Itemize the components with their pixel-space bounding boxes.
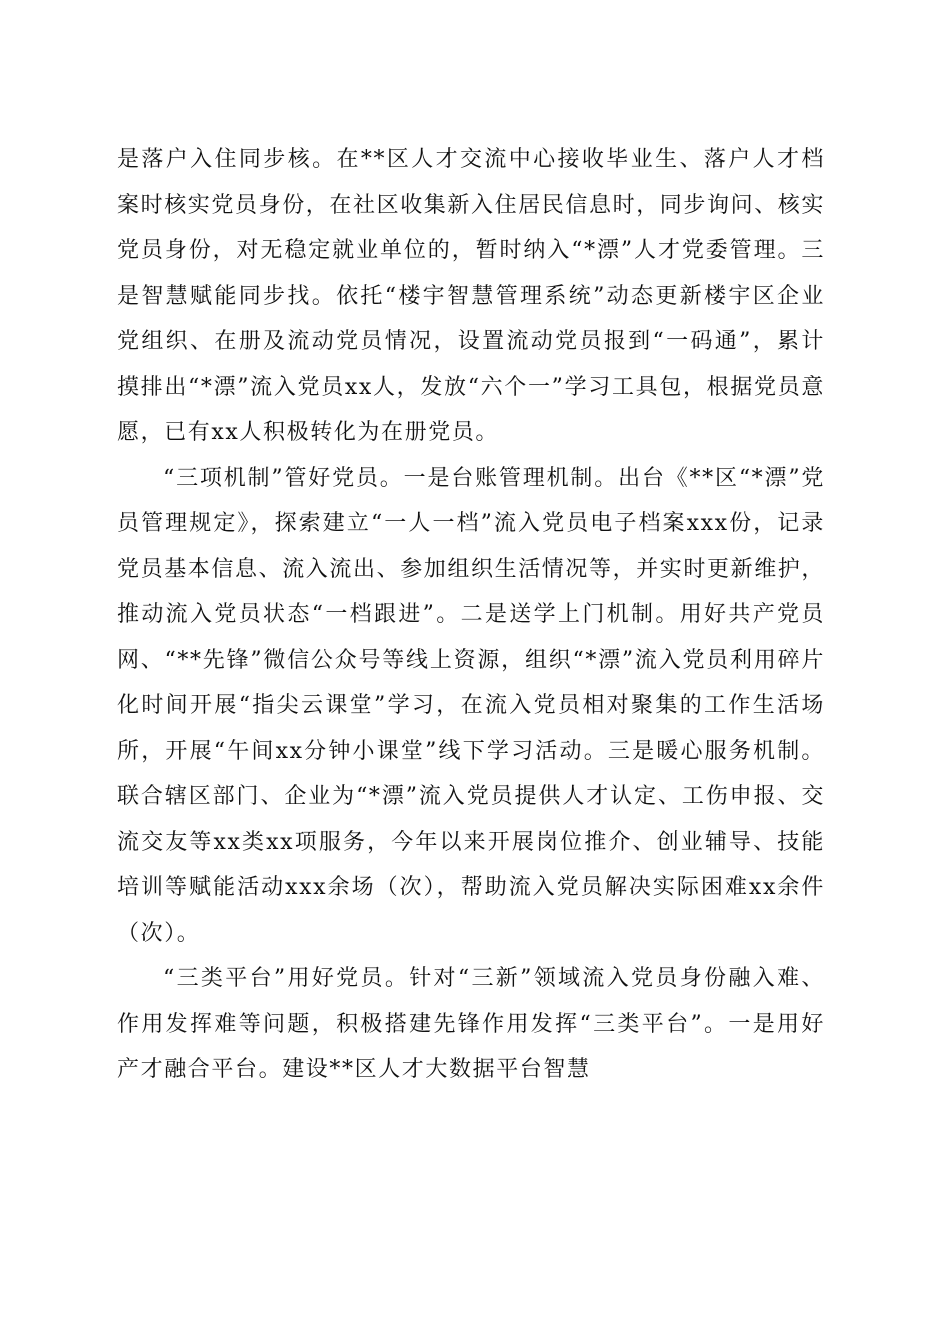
paragraph-1: 是落户入住同步核。在**区人才交流中心接收毕业生、落户人才档案时核实党员身份，在社区收集新入住居民信息时，同步询问、核实党员身份，对无稳定就业单位的，暂时纳入“*漂”人才党委管理。三是智慧赋能同步找。依托“楼宇智慧管理系统”动态更新楼宇区企业党组织、在册及流动党员情况，设置流动党员报到“一码通”，累计摸排出“*漂”流入党员xx人，发放“六个一”学习工具包，根据党员意愿，已有xx人积极转化为在册党员。: [117, 147, 826, 445]
paragraph-2: “三项机制”管好党员。一是台账管理机制。出台《**区“*漂”党员管理规定》，探索建立“一人一档”流入党员电子档案xxx份，记录党员基本信息、流入流出、参加组织生活情况等，并实时更新维护，推动流入党员状态“一档跟进”。二是送学上门机制。用好共产党员网、“**先锋”微信公众号等线上资源，组织“*漂”流入党员利用碎片化时间开展“指尖云课堂”学习，在流入党员相对聚集的工作生活场所，开展“午间xx分钟小课堂”线下学习活动。三是暖心服务机制。联合辖区部门、企业为“*漂”流入党员提供人才认定、工伤申报、交流交友等xx类xx项服务，今年以来开展岗位推介、创业辅导、技能培训等赋能活动xxx余场（次），帮助流入党员解决实际困难xx余件（次）。: [117, 465, 826, 946]
body-text: [117, 137, 825, 1093]
paragraph-3: “三类平台”用好党员。针对“三新”领域流入党员身份融入难、作用发挥难等问题，积极搭建先锋作用发挥“三类平台”。一是用好产才融合平台。建设**区人才大数据平台智慧: [117, 966, 825, 1082]
